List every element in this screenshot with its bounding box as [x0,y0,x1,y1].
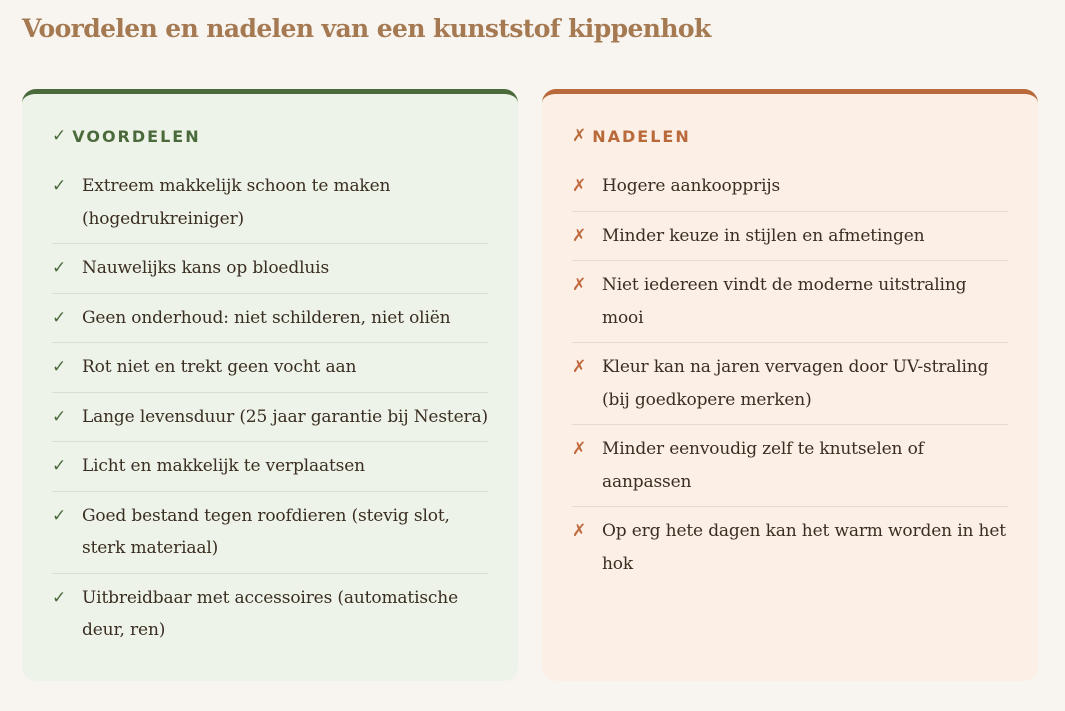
cons-heading-label: NADELEN [592,126,691,146]
pros-list-item [52,450,488,492]
cons-list-item [572,220,1008,262]
pros-list-item [52,582,488,655]
pros-list-item [52,401,488,443]
cons-list-item [572,170,1008,212]
page-title: Voordelen en nadelen van een kunststof kippenhok [22,14,711,43]
cons-list-item [572,269,1008,343]
cons-item-text: Minder eenvoudig zelf te knutselen of aanpassen [602,439,924,492]
cross-icon: ✗ [572,439,587,459]
pros-heading [52,126,488,146]
check-icon: ✓ [52,505,67,526]
cons-list-item [572,433,1008,507]
pros-list-item [52,302,488,344]
cross-icon: ✗ [572,357,587,377]
check-icon: ✓ [52,258,67,278]
check-icon: ✓ [52,406,67,427]
pros-list-item [52,351,488,393]
check-icon: ✓ [52,307,67,328]
pros-item-text: Lange levensduur (25 jaar garantie bij Nestera) [82,406,488,427]
cons-list-item [572,515,1008,588]
pros-card [22,89,518,681]
pros-item-text: Licht en makkelijk te verplaatsen [82,456,365,476]
pros-list-item [52,170,488,244]
cons-list-item [572,351,1008,425]
cross-icon: ✗ [572,275,587,295]
cons-card [542,89,1038,681]
check-icon: ✓ [52,176,67,196]
check-icon: ✓ [52,357,67,377]
pros-item-text: Rot niet en trekt geen vocht aan [82,357,357,377]
check-icon: ✓ [52,456,67,476]
cons-list [572,170,1008,588]
check-icon: ✓ [52,126,67,146]
pros-item-text: Uitbreidbaar met accessoires (automatische deur, ren) [82,587,459,640]
pros-list-item [52,500,488,574]
cons-item-text: Niet iedereen vindt de moderne uitstraling mooi [602,275,967,328]
pros-item-text: Geen onderhoud: niet schilderen, niet oliën [82,307,451,328]
cross-icon: ✗ [572,176,587,196]
cons-item-text: Minder keuze in stijlen en afmetingen [602,225,925,246]
cross-icon: ✗ [572,225,587,246]
pros-item-text: Extreem makkelijk schoon te maken (hogedrukreiniger) [82,176,391,229]
pros-item-text: Goed bestand tegen roofdieren (stevig slot, sterk materiaal) [82,505,450,558]
pros-list-item [52,252,488,294]
cons-heading [572,126,1008,146]
pros-list [52,170,488,655]
check-icon: ✓ [52,587,67,608]
cross-icon: ✗ [572,126,587,146]
pros-item-text: Nauwelijks kans op bloedluis [82,258,330,278]
pros-heading-label: VOORDELEN [72,126,201,146]
cons-item-text: Hogere aankoopprijs [602,176,781,196]
cons-item-text: Op erg hete dagen kan het warm worden in het hok [602,521,1006,574]
cons-item-text: Kleur kan na jaren vervagen door UV-straling (bij goedkopere merken) [602,357,989,410]
cross-icon: ✗ [572,521,587,541]
